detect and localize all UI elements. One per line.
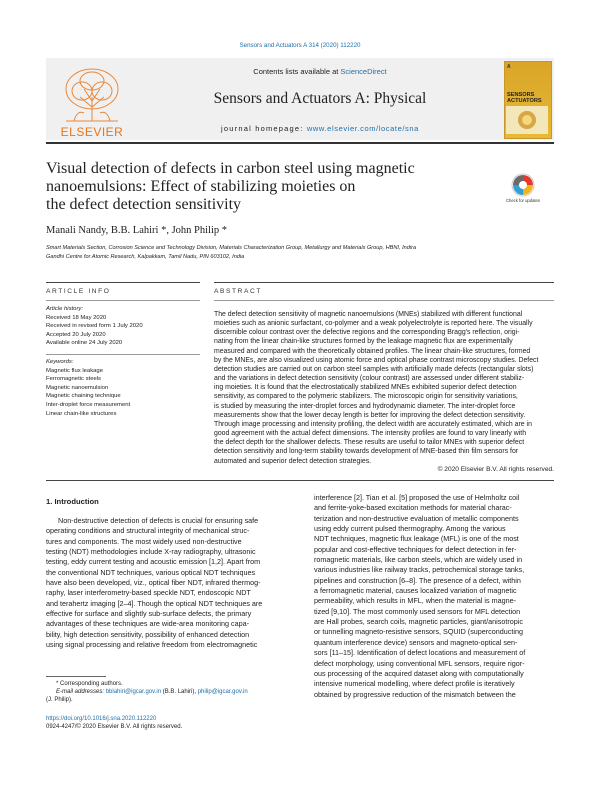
intro-line: testing, eddy current testing and acoustic emission [1,2]. Apart from	[46, 557, 261, 567]
cover-series-letter: A	[507, 64, 511, 70]
article-history	[46, 305, 200, 348]
header-divider	[46, 142, 554, 144]
article-title-line: the defect detection sensitivity	[46, 196, 242, 213]
abstract-line: is studied by measuring the inter-droplet forces and hydrodynamic diameter. The inter-droplet force	[214, 402, 516, 410]
journal-reference[interactable]: Sensors and Actuators A 314 (2020) 112220	[239, 42, 361, 49]
intro-line: popular and cost-effective techniques for defect detection in fer-	[314, 544, 517, 554]
abstract-line: sensitivity, as compared to the polymeric stabilizers. The microscopic origin for sensitivity variations,	[214, 393, 518, 401]
abstract-line: moieties such as anionic surfactant, co-polymer and a weak polyelectrolyte is reported here. The visually	[214, 320, 533, 328]
intro-line: operating conditions and structural integrity of mechanical struc-	[46, 526, 250, 536]
abstract-line: detection sensitivity and long-term stability towards development of MNE-based thin film sensors for	[214, 448, 519, 456]
keywords-divider	[46, 354, 200, 355]
homepage-label: journal homepage:	[221, 124, 307, 133]
info-sub-divider	[46, 300, 200, 301]
contents-prefix: Contents lists available at	[253, 67, 341, 76]
contents-line	[140, 67, 500, 76]
history-item: Available online 24 July 2020	[46, 340, 123, 347]
intro-line: sors [11–15]. Identification of defect locations and measurement of	[314, 648, 526, 658]
intro-line: are Hall probes, search coils, magnetic particles, giant/anisotropic	[314, 617, 523, 627]
publication-info	[46, 715, 286, 731]
elsevier-wordmark: ELSEVIER	[60, 125, 124, 139]
intro-line: interference [2]. Tian et al. [5] proposed the use of Helmholtz coil	[314, 493, 520, 502]
intro-line: advantages of these techniques are wide-area monitoring capa-	[46, 619, 249, 629]
intro-line: a ferromagnetic material, causes localized variation of magnetic	[314, 586, 517, 596]
email-line	[46, 688, 286, 696]
intro-line: Non-destructive detection of defects is crucial for ensuring safe	[58, 516, 259, 525]
intro-line: defect morphology, using conventional MFL sensors, require rigor-	[314, 658, 525, 668]
author-list: Manali Nandy, B.B. Lahiri *, John Philip *	[46, 225, 228, 236]
abstract-line: detection studies are carried out on carbon steel samples with artificially made defects (rectangular slots)	[214, 365, 534, 373]
email-link-lahiri[interactable]: bblahiri@igcar.gov.in	[105, 689, 162, 695]
intro-line: or tunnelling magneto-resistive sensors, SQUID (superconducting	[314, 627, 523, 637]
intro-line: testing (NDT) methodologies include X-ray radiography, ultrasonic	[46, 547, 256, 557]
cover-title: SENSORS ACTUATORS	[507, 92, 542, 104]
intro-line: tized [9,10]. The most commonly used sensors for MFL detection	[314, 606, 521, 616]
abstract-line: discernible colour contrast over the defective regions and the corresponding Bragg's reflection, origi-	[214, 329, 520, 337]
homepage-link[interactable]: www.elsevier.com/locate/sna	[306, 124, 419, 133]
corresponding-note: * Corresponding authors.	[56, 681, 123, 687]
abstract-sub-divider	[214, 300, 554, 301]
keyword-item: Magnetic nanoemulsion	[46, 384, 109, 391]
email-name: (B.B. Lahiri),	[161, 689, 198, 695]
abstract-line: measured and compared with the theoretically obtained profiles. The linear chain-like structures, formed	[214, 347, 531, 355]
abstract-copyright: © 2020 Elsevier B.V. All rights reserved.	[437, 466, 554, 473]
journal-name: Sensors and Actuators A: Physical	[213, 90, 427, 107]
keyword-item: Linear chain-like structures	[46, 410, 117, 417]
check-for-updates-label[interactable]: Check for updates	[506, 198, 540, 203]
intro-line: permeability, which results in MFL, when the material is magne-	[314, 596, 516, 606]
keyword-item: Inter-droplet force measurement	[46, 401, 131, 408]
intro-line: using eddy current pulsed thermography. Among the various	[314, 524, 506, 534]
email-label: E-mail addresses:	[56, 689, 106, 695]
email-name-line: (J. Philip).	[46, 697, 73, 703]
abstract-body	[214, 310, 554, 466]
history-item: Received in revised form 1 July 2020	[46, 323, 143, 330]
intro-line: and ferrite-yoke-based excitation methods for material charac-	[314, 503, 512, 513]
abstract-line: measurements show that the lower decay length is better for improving the defect detection sensitivity.	[214, 411, 526, 419]
history-item: Accepted 20 July 2020	[46, 331, 106, 338]
intro-line: pipelines and construction [6–8]. The presence of a defect, within	[314, 575, 521, 585]
intro-line: various industries like railway tracks, petrochemical storage tanks,	[314, 565, 525, 575]
abstract-line: nating from the linear chain-like structures formed by the leakage magnetic flux are experimentally	[214, 338, 513, 346]
abstract-heading: ABSTRACT	[214, 288, 262, 295]
keywords-list	[46, 358, 200, 418]
intro-line: NDT techniques, magnetic flux leakage (MFL) is one of the most	[314, 534, 519, 544]
history-label: Article history:	[46, 306, 83, 312]
journal-homepage	[140, 124, 500, 133]
introduction-heading: 1. Introduction	[46, 497, 99, 506]
abstract-line: and the variations in defect detection sensitivity (colour contrast) are assessed under different stabiliz-	[214, 375, 525, 383]
article-title	[46, 160, 506, 214]
keyword-item: Ferromagnetic steels	[46, 376, 102, 383]
affiliation-line: Smart Materials Section, Corrosion Science and Technology Division, Materials Characterization Group, Metallurgy and Materials Group, HBNI, Indira	[46, 245, 417, 251]
keyword-item: Magnetic chaining technique	[46, 393, 121, 400]
abstract-line: by the MNEs, are also visualized using atomic force and optical phase contrast microscopy studies. Defect	[214, 356, 539, 364]
cover-graphic-icon	[506, 106, 548, 134]
intro-line: tures and components. The most widely used non-destructive	[46, 536, 242, 546]
article-info-heading: ARTICLE INFO	[46, 288, 111, 295]
abstract-bottom-divider	[46, 480, 554, 481]
intro-line: using signal processing and relative freedom from electromagnetic	[46, 640, 258, 650]
intro-line: have also been developed, viz., optical fiber NDT, infrared thermog-	[46, 578, 261, 588]
abstract-top-divider	[214, 282, 554, 283]
abstract-line: the defect depth for the shallower defects. These results are useful to tailor MNEs with superior defect	[214, 439, 525, 447]
footnotes	[46, 680, 286, 704]
info-top-divider	[46, 282, 200, 283]
keywords-label: Keywords:	[46, 359, 74, 365]
affiliation-line: Gandhi Centre for Atomic Research, Kalpakkam, Tamil Nadu, PIN 603102, India	[46, 254, 245, 260]
intro-line: bility, high detection sensitivity, possibility of enhanced detection	[46, 629, 250, 639]
doi-link[interactable]: https://doi.org/10.1016/j.sna.2020.112220	[46, 716, 157, 722]
email-link-philip[interactable]: philip@igcar.gov.in	[197, 689, 248, 695]
intro-line: ous processing of the acquired dataset along with computationally	[314, 668, 524, 678]
intro-line: romagnetic materials, like carbon steels, which are widely used in	[314, 555, 523, 565]
intro-line: quantum interference device) sensors and magneto-optical sen-	[314, 637, 518, 647]
intro-line: raphy, laser interferometry-based speckle NDT, endoscopic NDT	[46, 588, 251, 598]
sciencedirect-link[interactable]: ScienceDirect	[340, 67, 387, 76]
affiliation	[46, 244, 554, 262]
intro-line: obtained by progressive reduction of the mismatch between the	[314, 689, 516, 699]
abstract-line: ing moieties. It is found that the electrostatically stabilized MNEs exhibited superior defect detection	[214, 384, 517, 392]
abstract-line: automated and superior defect detection strategies.	[214, 457, 372, 465]
keyword-item: Magnetic flux leakage	[46, 367, 103, 374]
abstract-line: The defect detection sensitivity of magnetic nanoemulsions (MNEs) stabilized with different functional	[214, 311, 523, 318]
intro-line: intensive numerical modelling, where defect profile is iteratively	[314, 679, 515, 689]
abstract-line: Through image processing and intensity profiling, the defect width are accurately estimated, which are in	[214, 420, 532, 428]
intro-line: effective for surface and slightly sub-surface defects, the primary	[46, 609, 252, 619]
intro-right-column	[314, 493, 554, 700]
intro-line: and terahertz imaging [2–4]. Though the optical NDT techniques are	[46, 598, 263, 608]
intro-line: the conventional NDT techniques, various optical NDT techniques	[46, 567, 256, 577]
issn-line: 0924-4247/© 2020 Elsevier B.V. All rights reserved.	[46, 724, 183, 730]
intro-line: terization and non-destructive evaluation of metallic components	[314, 513, 519, 523]
intro-left-column	[46, 516, 286, 650]
abstract-line: good agreement with the actual defect dimensions. The intensity profiles are found to vary linearly with	[214, 430, 527, 438]
article-title-line: nanoemulsions: Effect of stabilizing moieties on	[46, 178, 356, 195]
article-title-line: Visual detection of defects in carbon steel using magnetic	[46, 160, 415, 177]
footnote-divider	[46, 676, 106, 677]
history-item: Received 18 May 2020	[46, 314, 107, 321]
